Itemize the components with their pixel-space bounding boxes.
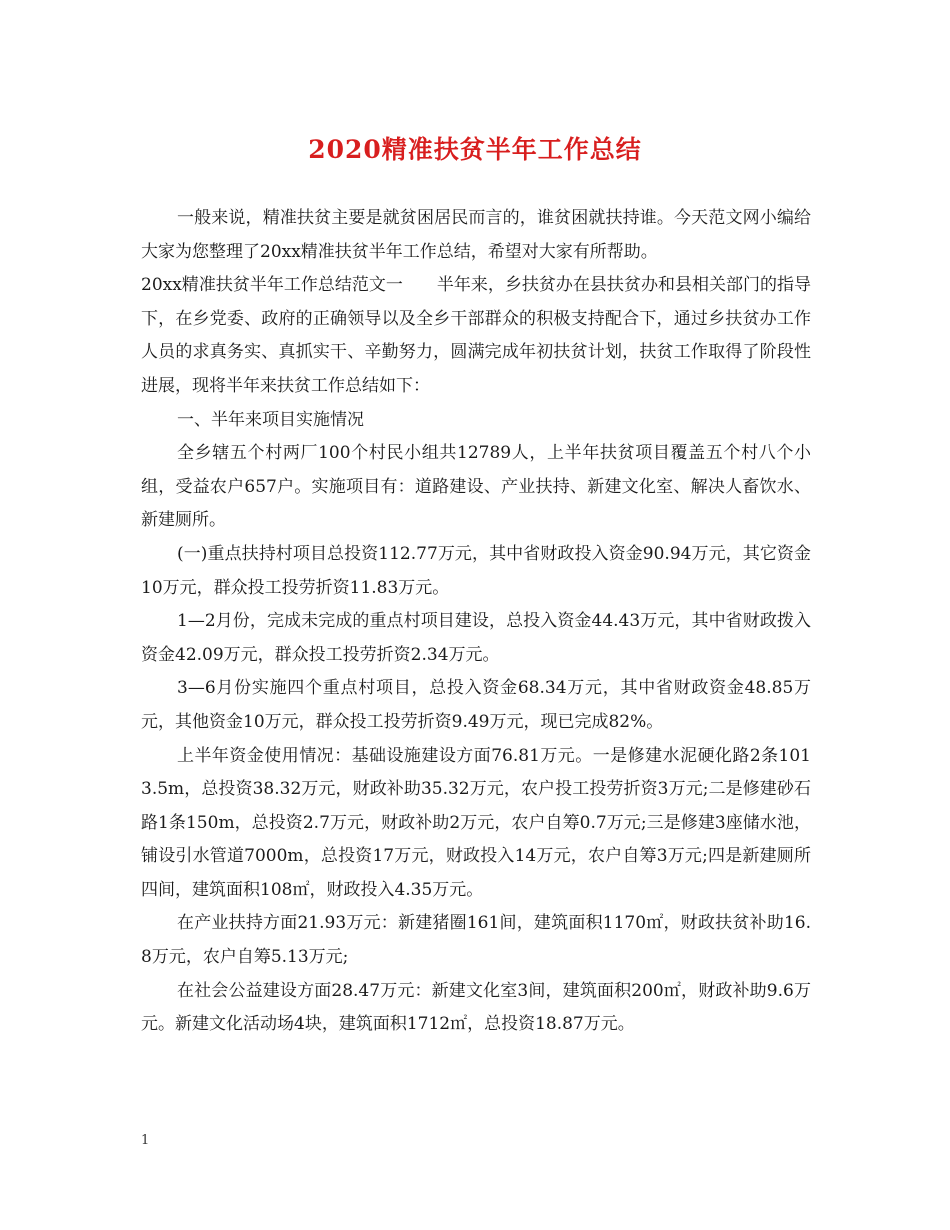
paragraph-summary-heading: 20xx精准扶贫半年工作总结范文一 半年来，乡扶贫办在县扶贫办和县相关部门的指导下，在乡党委、政府的正确领导以及全乡干部群众的积极支持配合下，通过乡扶贫办工作人员的求真务实、真抓实干、辛勤努力，圆满完成年初扶贫计划，扶贫工作取得了阶段性进展，现将半年来扶贫工作总结如下： <box>141 275 811 396</box>
page-number: 1 <box>141 1133 150 1148</box>
paragraph-overview: 全乡辖五个村两厂100个村民小组共12789人，上半年扶贫项目覆盖五个村八个小组，受益农户657户。实施项目有：道路建设、产业扶持、新建文化室、解决人畜饮水、新建厕所。 <box>141 443 811 531</box>
paragraph-funds-usage: 上半年资金使用情况：基础设施建设方面76.81万元。一是修建水泥硬化路2条1013.5m，总投资38.32万元，财政补助35.32万元，农户投工投劳折资3万元;二是修建砂石路1条150m，总投资2.7万元，财政补助2万元，农户自筹0.7万元;三是修建3座储水池，铺设引水管道7000m，总投资17万元，财政投入14万元，农户自筹3万元;四是新建厕所四间，建筑面积108㎡，财政投入4.35万元。 <box>141 745 811 900</box>
paragraph-public-welfare: 在社会公益建设方面28.47万元：新建文化室3间，建筑面积200㎡，财政补助9.6万元。新建文化活动场4块，建筑面积1712㎡，总投资18.87万元。 <box>141 980 811 1035</box>
paragraph-industry-support: 在产业扶持方面21.93万元：新建猪圈161间，建筑面积1170㎡，财政扶贫补助16.8万元，农户自筹5.13万元; <box>141 913 811 968</box>
paragraph-mar-jun: 3—6月份实施四个重点村项目，总投入资金68.34万元，其中省财政资金48.85万元，其他资金10万元，群众投工投劳折资9.49万元，现已完成82%。 <box>141 678 811 732</box>
paragraph-jan-feb: 1—2月份，完成未完成的重点村项目建设，总投入资金44.43万元，其中省财政拨入资金42.09万元，群众投工投劳折资2.34万元。 <box>141 611 811 665</box>
section-heading-project: 一、半年来项目实施情况 <box>177 409 364 430</box>
document-body <box>141 202 811 1042</box>
paragraph-key-villages: (一)重点扶持村项目总投资112.77万元，其中省财政投入资金90.94万元，其它资金10万元，群众投工投劳折资11.83万元。 <box>141 543 811 598</box>
document-title: 2020精准扶贫半年工作总结 <box>308 135 642 164</box>
paragraph-intro: 一般来说，精准扶贫主要是就贫困居民而言的，谁贫困就扶持谁。今天范文网小编给大家为您整理了20xx精准扶贫半年工作总结，希望对大家有所帮助。 <box>141 208 811 262</box>
